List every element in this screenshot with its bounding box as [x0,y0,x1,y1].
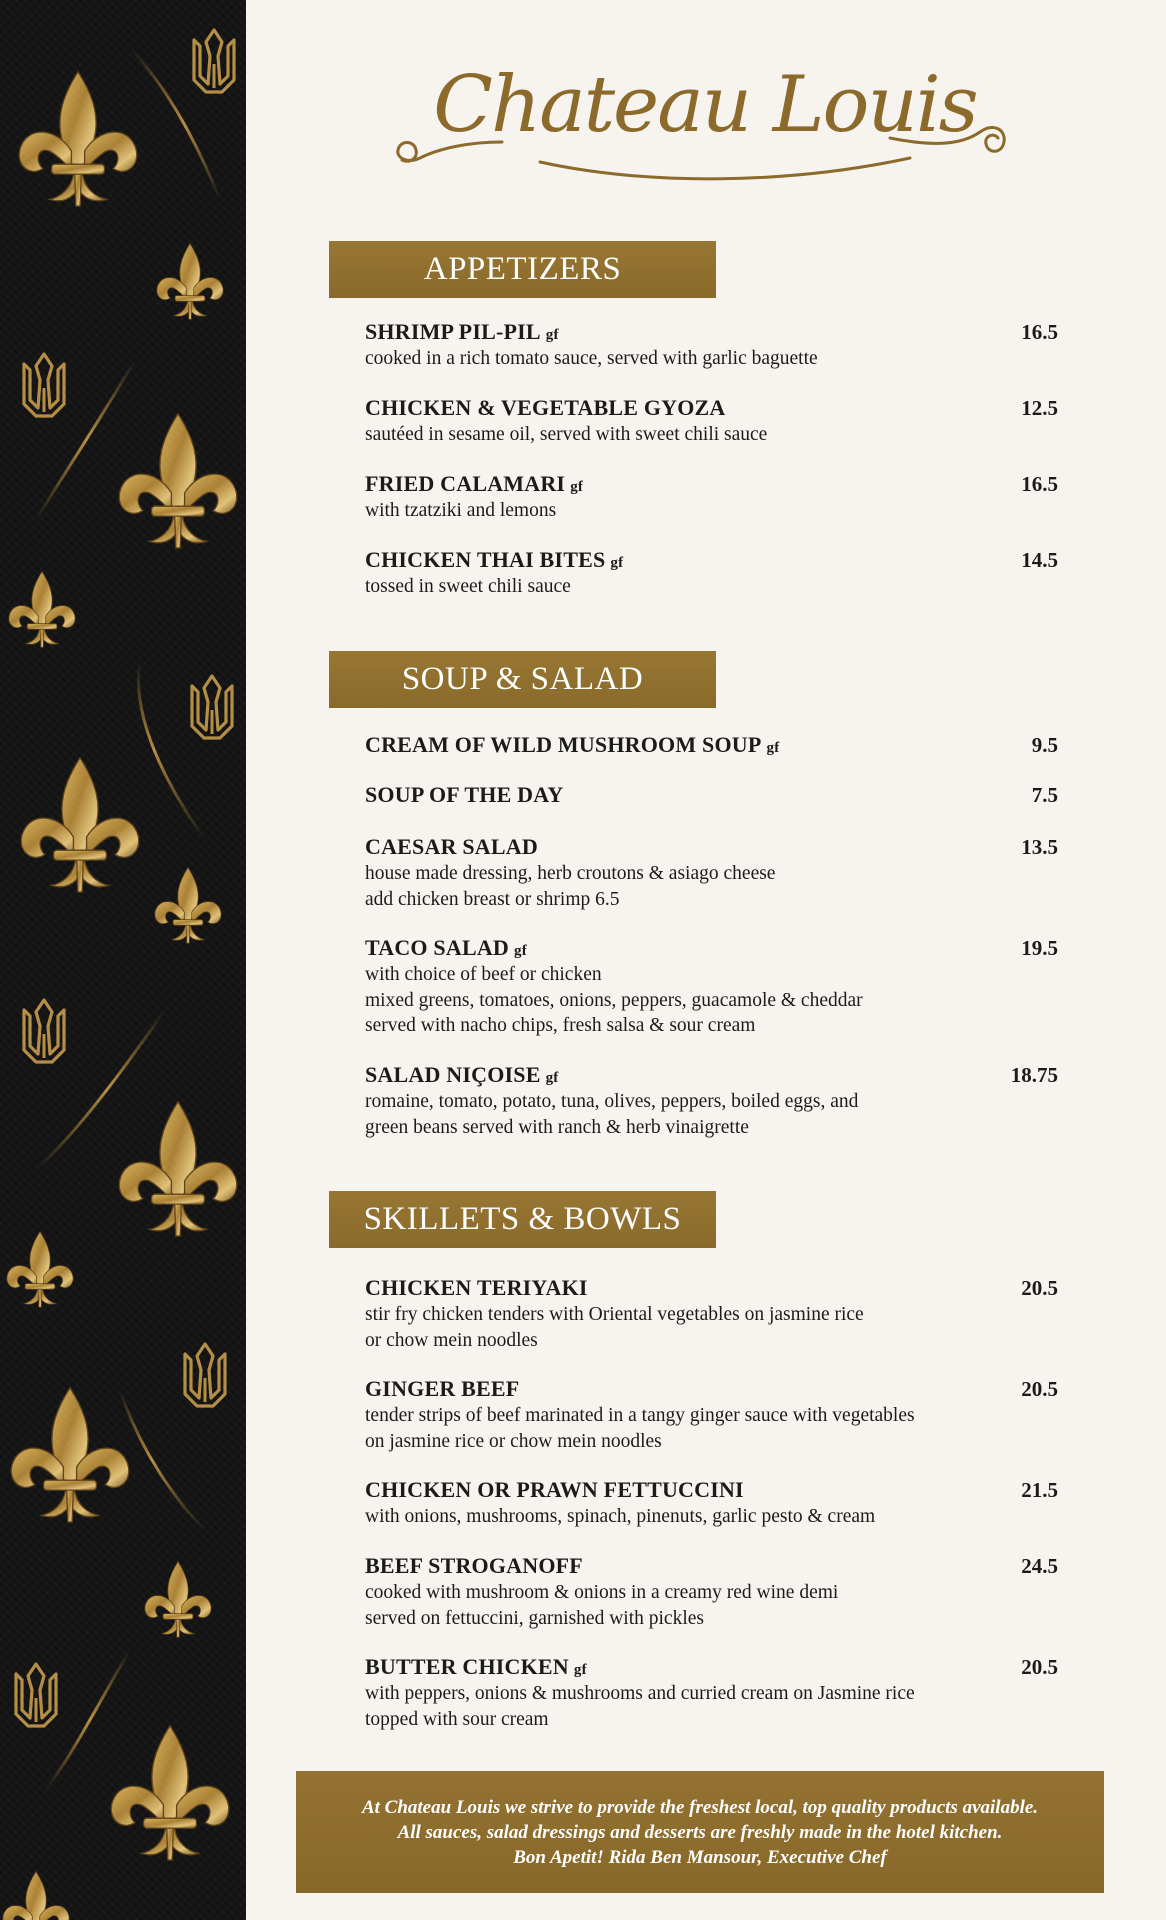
menu-item-name: SALAD NIÇOISE gf [365,1062,559,1087]
footer-line: At Chateau Louis we strive to provide the freshest local, top quality products available. [361,1797,1039,1818]
menu-item-description: or chow mein noodles [365,1329,538,1351]
menu-item-price: 24.5 [1021,1554,1058,1578]
menu-item-name: CHICKEN OR PRAWN FETTUCCINI [365,1477,744,1502]
menu-item-price: 16.5 [1021,320,1058,344]
footer-note [296,1771,1104,1893]
logo-wordmark: Chateau Louis [433,60,977,150]
menu-item-name: CHICKEN TERIYAKI [365,1275,588,1300]
menu-item-price: 16.5 [1021,472,1058,496]
gluten-free-tag: gf [545,327,559,343]
menu-item [365,1653,1058,1732]
menu-item-header [365,470,1058,498]
menu-item-name: SOUP OF THE DAY [365,782,564,807]
menu-item-name: CREAM OF WILD MUSHROOM SOUP gf [365,732,780,757]
menu-item-header [365,394,1058,422]
menu-item-header [365,1653,1058,1681]
menu-item-description: tender strips of beef marinated in a tangy ginger sauce with vegetables [365,1405,915,1426]
menu-item-name: CHICKEN THAI BITES gf [365,547,624,572]
menu-item [365,394,1058,448]
menu-item-price: 9.5 [1031,733,1058,757]
menu-item-price: 12.5 [1021,396,1058,420]
menu-item-price: 18.75 [1010,1063,1058,1087]
gluten-free-tag: gf [570,479,584,495]
menu-item-header [365,1476,1058,1504]
menu-item-description: with tzatziki and lemons [365,500,557,521]
menu-item-description: on jasmine rice or chow mein noodles [365,1430,662,1452]
gluten-free-tag: gf [766,740,780,756]
menu-item-description: romaine, tomato, potato, tuna, olives, peppers, boiled eggs, and [365,1091,859,1112]
menu-item-description: served on fettuccini, garnished with pickles [365,1607,704,1629]
section-banner-appetizers: APPETIZERS [329,241,716,298]
menu-item-header [365,318,1058,346]
menu-item-description: cooked in a rich tomato sauce, served with garlic baguette [365,348,818,369]
menu-item-description: sautéed in sesame oil, served with sweet chili sauce [365,424,768,445]
gluten-free-tag: gf [573,1662,587,1678]
menu-item-header [365,1375,1058,1403]
menu-item [365,546,1058,600]
menu-item-name: BUTTER CHICKEN gf [365,1654,587,1679]
menu-item [365,1476,1058,1530]
chateau-louis-logo [390,46,1020,206]
menu-item [365,833,1058,912]
menu-item-description: with onions, mushrooms, spinach, pinenuts, garlic pesto & cream [365,1506,876,1527]
menu-item-header [365,1274,1058,1302]
menu-item-description: cooked with mushroom & onions in a creamy red wine demi [365,1582,839,1603]
menu-item [365,781,1058,809]
menu-item-price: 13.5 [1021,835,1058,859]
gluten-free-tag: gf [610,555,624,571]
menu-item-description: green beans served with ranch & herb vinaigrette [365,1116,749,1138]
menu-item [365,1375,1058,1454]
menu-item-header [365,934,1058,962]
menu-item-name: SHRIMP PIL-PIL gf [365,319,559,344]
menu-item-description: add chicken breast or shrimp 6.5 [365,888,620,910]
menu-item-header [365,1552,1058,1580]
menu-item [365,934,1058,1039]
menu-item [365,318,1058,372]
menu-item-description: stir fry chicken tenders with Oriental vegetables on jasmine rice [365,1304,864,1325]
section-banner-skillets-bowls: SKILLETS & BOWLS [329,1191,716,1248]
menu-item-description: mixed greens, tomatoes, onions, peppers, guacamole & cheddar [365,989,863,1011]
menu-item [365,731,1058,759]
fleur-de-lis-pattern [0,0,246,1920]
menu-item-price: 14.5 [1021,548,1058,572]
menu-item-header [365,781,1058,809]
menu-item-price: 20.5 [1021,1276,1058,1300]
menu-item-name: BEEF STROGANOFF [365,1553,583,1578]
menu-item-header [365,731,1058,759]
menu-item-price: 20.5 [1021,1377,1058,1401]
menu-item-description: served with nacho chips, fresh salsa & sour cream [365,1015,756,1036]
menu-item-description: with choice of beef or chicken [365,964,602,985]
menu-item-name: FRIED CALAMARI gf [365,471,584,496]
section-banner-soup-salad: SOUP & SALAD [329,651,716,708]
menu-item-name: CAESAR SALAD [365,834,538,859]
gluten-free-tag: gf [514,943,527,959]
menu-item-header [365,1061,1058,1089]
menu-item-price: 20.5 [1021,1655,1058,1679]
menu-item-name: CHICKEN & VEGETABLE GYOZA [365,395,726,420]
menu-item [365,1061,1058,1140]
menu-item-name: GINGER BEEF [365,1376,520,1401]
decorative-side-panel [0,0,246,1920]
menu-item-price: 19.5 [1021,936,1058,960]
menu-item [365,470,1058,524]
menu-item-name: TACO SALAD gf [365,935,527,960]
footer-line: All sauces, salad dressings and desserts are freshly made in the hotel kitchen. [397,1822,1003,1843]
gluten-free-tag: gf [545,1070,559,1086]
menu-item-price: 7.5 [1031,783,1058,807]
footer-line: Bon Apetit! Rida Ben Mansour, Executive Chef [513,1847,887,1868]
menu-item-header [365,546,1058,574]
menu-item-header [365,833,1058,861]
menu-item-description: topped with sour cream [365,1708,549,1730]
menu-item-price: 21.5 [1021,1478,1058,1502]
menu-item [365,1274,1058,1353]
menu-item-description: house made dressing, herb croutons & asiago cheese [365,863,776,884]
menu-item-description: with peppers, onions & mushrooms and curried cream on Jasmine rice [365,1683,915,1704]
menu-item [365,1552,1058,1631]
menu-item-description: tossed in sweet chili sauce [365,576,571,597]
